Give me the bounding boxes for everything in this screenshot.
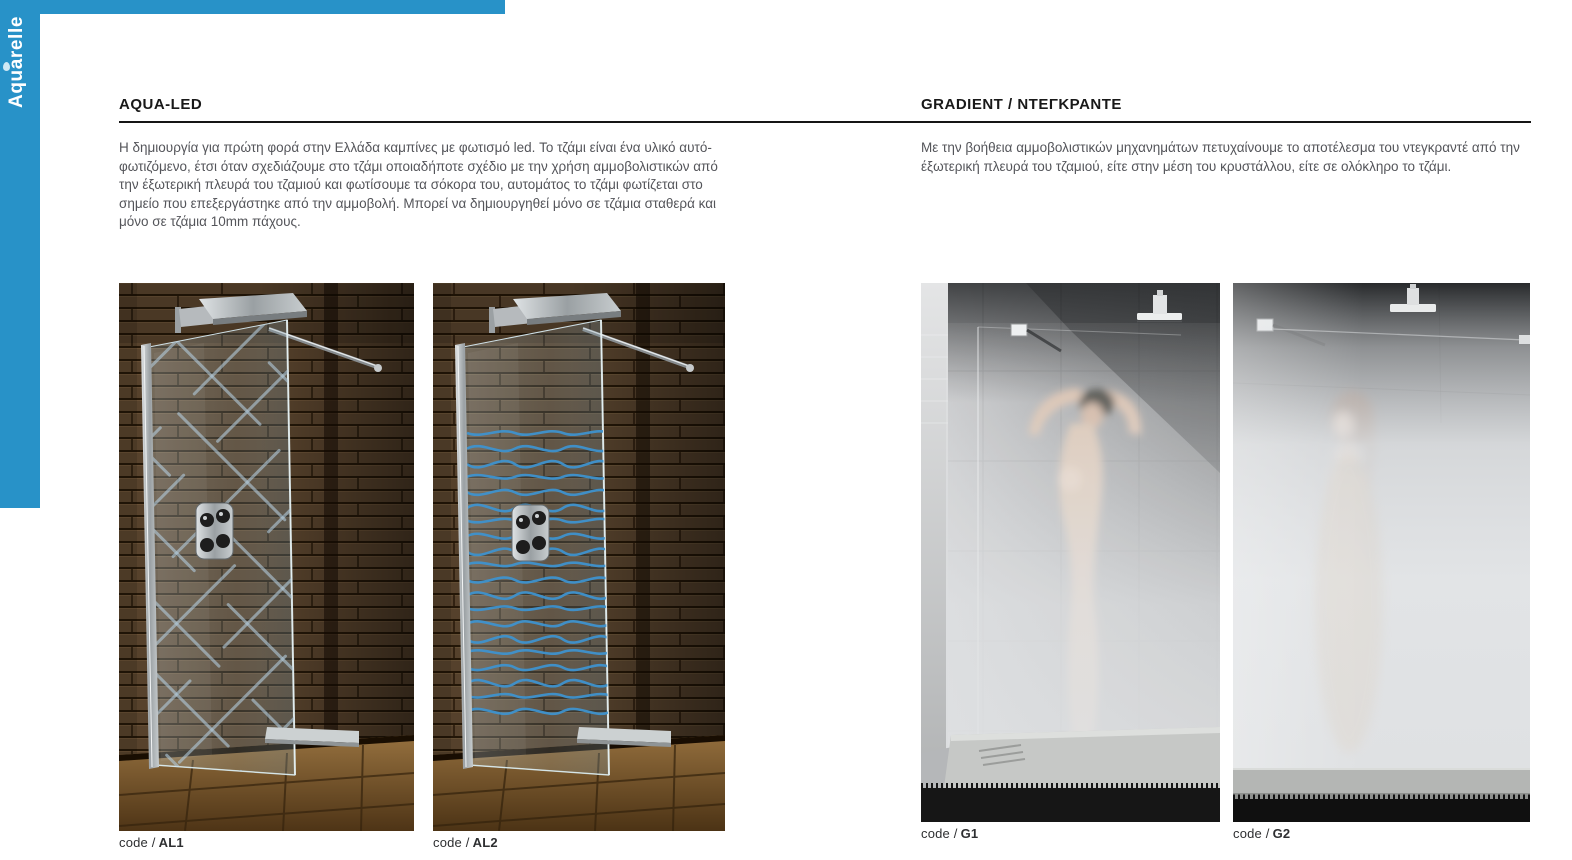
product-photo-g1 [921,283,1220,822]
product-photo-al1 [119,283,414,831]
product-code-g1 [921,826,978,841]
product-code-al1 [119,835,184,850]
g2-shower-illustration [1233,283,1530,822]
product-photo-g2 [1233,283,1530,822]
mixer-valve [512,505,549,561]
bath-rug [1233,797,1530,822]
product-code-al2 [433,835,498,850]
al1-shower-illustration [119,283,414,831]
code-label: code / [921,826,958,841]
mixer-valve [196,503,233,559]
shower-tray [1233,769,1530,799]
section-title-gradient: GRADIENT / ΝΤΕΓΚΡΑΝΤΕ [921,96,1122,113]
product-code-g2 [1233,826,1290,841]
code-label: code / [1233,826,1270,841]
heading-divider [119,121,1531,123]
al2-shower-illustration [433,283,725,831]
bath-rug [921,786,1220,822]
code-label: code / [433,835,470,850]
brand-logo: Aquarelle [6,16,27,108]
code-value: G2 [1272,826,1291,841]
gradient-description: Με την βοήθεια αμμοβολιστικών μηχανημάτων πετυχαίνουμε το αποτέλεσμα του ντεγκραντέ από την έξωτερική πλευρά του τζαμιού, είτε στην μέση του κρυστάλλου, είτε σε ολόκληρο το τζάμι. [921,140,1520,174]
window-light-strip [921,283,948,822]
aqua-led-description: Η δημιουργία για πρώτη φορά στην Ελλάδα καμπίνες με φωτισμό led. Το τζάμι είναι ένα υλικό αυτό-φωτιζόμενο, έτσι όταν σχεδιάζουμε στο τζάμι οποιαδήποτε σχέδιο με την χρήση αμμοβολιστικών από την έξωτερική πλευρά του τζαμιού και φωτίσουμε τα σόκορα του, αυτομάτος το τζάμι φωτίζεται στο σημείο που επεξεργάστηκε από την αμμοβολή. Μπορεί να δημιουργηθεί μόνο σε τζάμια σταθερά και μόνο σε τζάμια 10mm πάχους. [119,140,718,230]
section-title-aqua-led: AQUA-LED [119,96,203,113]
code-value: AL2 [472,835,498,850]
code-value: AL1 [158,835,184,850]
product-photo-al2 [433,283,725,831]
top-accent-bar [0,0,505,14]
g1-shower-illustration [921,283,1220,822]
code-value: G1 [960,826,979,841]
brand-sidebar [0,0,40,508]
code-label: code / [119,835,156,850]
